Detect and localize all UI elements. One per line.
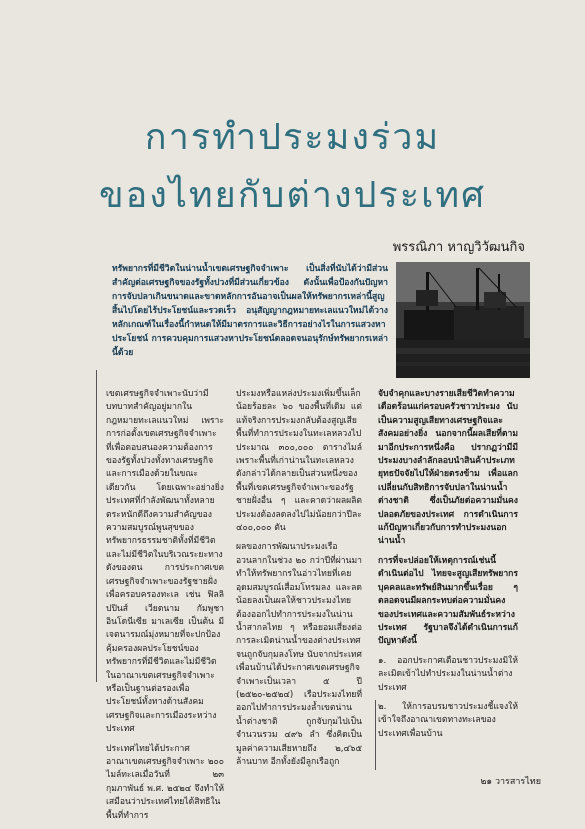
page-footer: ๒๑ วารสารไทย — [480, 777, 541, 787]
col2-paragraph-1: ประมงหรือแหล่งประมงเพิ่มขึ้นเล็กน้อยร้อยละ ๖๐ ของพื้นที่เดิม แต่แท้จริงการประมงกลับต้องสูญเสียพื้นที่ทำการประมงในทะเลหลวงไปประมาณ ๓๐๐,๐๐๐ ตารางไมล์ เพราะพื้นที่เก่าน่านในทะเลหลวงดังกล่าวได้กลายเป็นส่วนหนึ่งของพื้นที่เขตเศรษฐกิจจำเพาะของรัฐชายฝั่งอื่น ๆ และคาดว่าผลผลิตประมงต้องลดลงไปไม่น้อยกว่าปีละ ๔๐๐,๐๐๐ ตัน — [236, 389, 362, 534]
page-title-line-2: ของไทยกับต่างประเทศ — [99, 175, 486, 216]
article-column-3 — [378, 388, 518, 747]
col3-paragraph-1: จับจำคุกและบางรายเสียชีวิตทำความเดือดร้อนแก่ครอบครัวชาวประมง นับเป็นความสูญเสียทางเศรษฐกิจและสังคมอย่างยิ่ง นอกจากนี้ผลเสียที่ตามมาอีกประการหนึ่งคือ ปรากฏว่ามีมีประมงบางลำลักลอบนำสินค้าประเภทยุทธปัจจัยไปให้ฝ่ายตรงข้าม เพื่อแลกเปลี่ยนกับสิทธิการจับปลาในน่านน้ำต่างชาติ ซึ่งเป็นภัยต่อความมั่นคงปลอดภัยของประเทศ การดำเนินการแก้ปัญหาเกี่ยวกับการทำประมงนอกน่านน้ำ — [378, 389, 518, 547]
vertical-rule-right — [375, 700, 376, 770]
vertical-rule-left — [96, 370, 97, 682]
col1-paragraph-2: ประเทศไทยได้ประกาศอาณาเขตเศรษฐกิจจำเพาะ ๒๐๐ ไมล์ทะเลเมื่อวันที่ ๒๓ กุมภาพันธ์ พ.ศ. ๒๕๒๔ จึงทำให้เสมือนว่าประเทศไทยได้สิทธิในพื้นที่ทำการ — [106, 743, 224, 821]
col1-paragraph-1: เขตเศรษฐกิจจำเพาะนับว่ามีบทบาทสำคัญอยู่มากในกฎหมายทะเลแนวใหม่ เพราะการก่อตั้งเขตเศรษฐกิจจำเพาะ ที่เพื่อตอบสนองความต้องการของรัฐทั้งปวงทั้งทางเศรษฐกิจและการเมืองด้วยในขณะเดียวกัน โดยเฉพาะอย่างยิ่งประเทศที่กำลังพัฒนาทั้งหลายตระหนักดีถึงความสำคัญของความสมบูรณ์พูนสุขของทรัพยากรธรรมชาติทั้งที่มีชีวิตและไม่มีชีวิตในบริเวณระยะทางดังของตน การประกาศเขตเศรษฐกิจจำเพาะของรัฐชายฝั่งเพื่อครอบครองทะเล เช่น ฟิลลิปปินส์ เวียดนาม กัมพูชา อินโดนีเซีย มาเลเซีย เป็นต้น มีเจตนารมณ์มุ่งหมายที่จะปกป้องคุ้มครองผลประโยชน์ของทรัพยากรที่มีชีวิตและไม่มีชีวิตในอาณาเขตเศรษฐกิจจำเพาะหรือเป็นฐานต่อรองเพื่อประโยชน์ทั้งทางด้านสังคม เศรษฐกิจและการเมืองระหว่างประเทศ — [106, 389, 224, 735]
author-byline: พรรณิภา หาญวิวัฒนกิจ — [392, 240, 525, 255]
article-column-1 — [106, 388, 224, 829]
col3-paragraph-3: ๑. ออกประกาศเตือนชาวประมงมิให้ละเมิดเข้าไปทำประมงในน่านน้ำต่างประเทศ — [378, 655, 518, 693]
col2-paragraph-2: ผลของการพัฒนาประมงเรืออวนลากในช่วง ๒๐ กว่าปีที่ผ่านมา ทำให้ทรัพยากรในอ่าวไทยที่เคยอุดมสมบูรณ์เสื่อมโทรมลง และลดน้อยลงเป็นผลให้ชาวประมงไทยต้องออกไปทำการประมงในน่านน้ำสากลไทย ๆ หรือยอมเสี่ยงต่อการละเมิดน่านน้ำของต่างประเทศจนถูกจับกุมลงโทษ นับจากประเทศเพื่อนบ้านได้ประกาศเขตเศรษฐกิจจำเพาะเป็นเวลา ๕ ปี (๒๕๒๐-๒๕๒๔) เรือประมงไทยที่ออกไปทำการประมงล้ำเขตน่านน้ำต่างชาติ ถูกจับกุมไปเป็นจำนวนรวม ๔๙๖ ลำ ซึ่งคิดเป็นมูลค่าความเสียหายถึง ๒,๔๖๕ ล้านบาท อีกทั้งยังมีลูกเรือถูก — [236, 542, 362, 767]
intro-paragraph: ทรัพยากรที่มีชีวิตในน่านน้ำเขตเศรษฐกิจจำเพาะ เป็นสิ่งที่นับได้ว่ามีส่วนสำคัญต่อเศรษฐกิจของรัฐทั้งปวงที่มีส่วนเกี่ยวข้อง ดังนั้นเพื่อป้องกันปัญหาการจับปลาเกินขนาดและขาดหลักการอันอาจเป็นผลให้ทรัพยากรเหล่านี้สูญสิ้นไปโดยไร้ประโยชน์และรวดเร็ว อนุสัญญากฎหมายทะเลแนวใหม่ได้วางหลักเกณฑ์ในเรื่องนี้กำหนดให้มีมาตรการและวิธีการอย่างไรในการแสวงหาประโยชน์ การควบคุมการแสวงหาประโยชน์ตลอดจนอนุรักษ์ทรัพยากรเหล่านี้ด้วย — [112, 264, 388, 358]
col3-paragraph-2: การที่จะปล่อยให้เหตุการณ์เช่นนี้ดำเนินต่อไป ไทยจะสูญเสียทรัพยากรบุคคลและทรัพย์สินมากขึ้นเรื่อย ๆ ตลอดจนมีผลกระทบต่อความมั่นคงของประเทศและความสัมพันธ์ระหว่างประเทศ รัฐบาลจึงได้ดำเนินการแก้ปัญหาดังนี้ — [378, 555, 518, 647]
article-column-2 — [236, 388, 362, 775]
page-title-line-1: การทำประมงร่วม — [144, 117, 441, 158]
col3-paragraph-4: ๒. ให้การอบรมชาวประมงชี้แจงให้เข้าใจถึงอาณาเขตทางทะเลของประเทศเพื่อนบ้าน — [378, 701, 518, 739]
fishing-boats-photo — [396, 262, 530, 378]
